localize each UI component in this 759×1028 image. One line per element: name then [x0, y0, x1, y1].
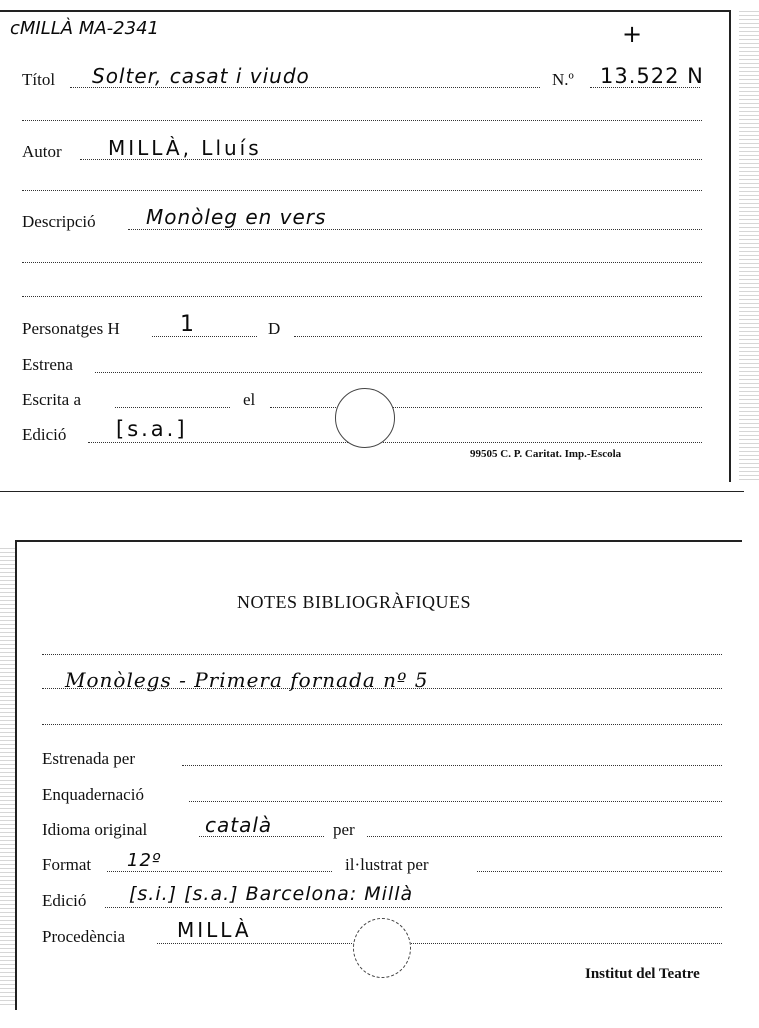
edicio-back-label: Edició	[42, 891, 87, 910]
procedencia-value: MILLÀ	[177, 918, 252, 942]
blank-rule	[22, 190, 702, 191]
institution-name: Institut del Teatre	[585, 966, 700, 982]
autor-value: MILLÀ, Lluís	[108, 136, 262, 160]
per-rule	[367, 836, 722, 837]
blank-rule	[22, 120, 702, 121]
descripcio-label: Descripció	[22, 212, 96, 231]
format-label: Format	[42, 855, 92, 874]
el-rule	[270, 407, 702, 408]
estrenada-rule	[182, 765, 722, 766]
punch-hole	[335, 388, 395, 448]
edicio-rule	[88, 442, 702, 443]
titol-value: Solter, casat i viudo	[92, 64, 310, 88]
procedencia-rule	[157, 943, 722, 944]
edicio-back-value: [s.i.] [s.a.] Barcelona: Millà	[129, 883, 414, 905]
edicio-value: [s.a.]	[116, 417, 188, 441]
illustrat-label: il·lustrat per	[345, 855, 429, 874]
personatges-d-rule	[294, 336, 702, 337]
format-rule	[107, 871, 332, 872]
blank-rule	[42, 724, 722, 725]
corner-note: cMILLÀ MA-2341	[10, 18, 159, 39]
blank-rule	[42, 654, 722, 655]
edicio-back-rule	[105, 907, 722, 908]
catalog-card-back	[15, 540, 742, 1010]
scan-edge-noise	[739, 10, 759, 480]
printer-note: 99505 C. P. Caritat. Imp.-Escola	[470, 448, 622, 460]
personatges-d-label: D	[268, 319, 281, 338]
idioma-value: català	[205, 813, 273, 837]
descripcio-value: Monòleg en vers	[146, 205, 327, 229]
estrenada-label: Estrenada per	[42, 749, 135, 768]
titol-label: Títol	[22, 70, 56, 89]
procedencia-label: Procedència	[42, 927, 126, 946]
enquadernacio-label: Enquadernació	[42, 785, 144, 804]
numero-label: N.º	[552, 70, 574, 89]
el-label: el	[243, 390, 256, 409]
note-value: Monòlegs - Primera fornada nº 5	[65, 668, 429, 692]
card-separator	[0, 491, 744, 492]
punch-hole	[353, 918, 411, 978]
notes-heading: NOTES BIBLIOGRÀFIQUES	[237, 592, 472, 612]
catalog-card-front	[0, 10, 731, 482]
edicio-label: Edició	[22, 425, 67, 444]
idioma-label: Idioma original	[42, 820, 148, 839]
personatges-h-rule	[152, 336, 257, 337]
estrena-rule	[95, 372, 702, 373]
format-value: 12º	[127, 850, 162, 871]
plus-mark: +	[622, 20, 644, 48]
escrita-rule	[115, 407, 230, 408]
personatges-h-value: 1	[180, 312, 195, 337]
blank-rule	[22, 262, 702, 263]
per-label: per	[333, 820, 355, 839]
numero-value: 13.522 N	[600, 64, 704, 88]
enquadernacio-rule	[189, 801, 722, 802]
escrita-label: Escrita a	[22, 390, 81, 409]
personatges-label: Personatges H	[22, 319, 120, 338]
estrena-label: Estrena	[22, 355, 73, 374]
illustrat-rule	[477, 871, 722, 872]
descripcio-rule	[128, 229, 702, 230]
autor-label: Autor	[22, 142, 62, 161]
blank-rule	[22, 296, 702, 297]
